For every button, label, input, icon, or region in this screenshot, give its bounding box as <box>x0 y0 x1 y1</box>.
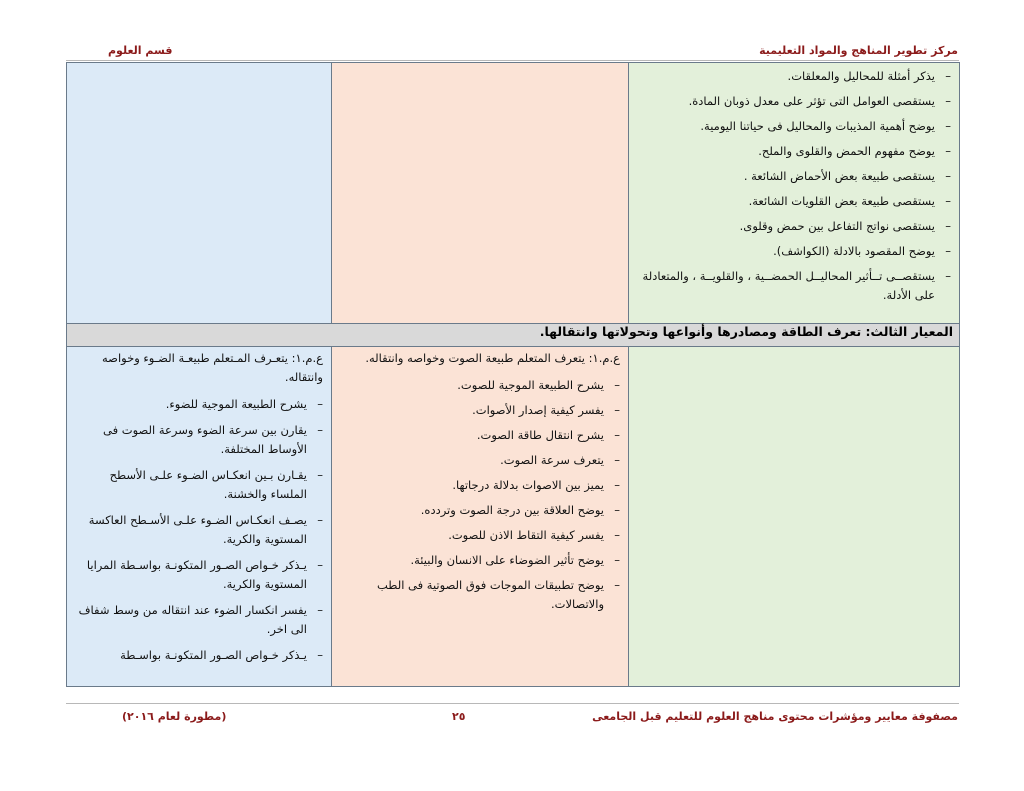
cell-right-empty <box>629 347 960 687</box>
indicator-list-chemistry <box>629 63 959 305</box>
list-item: – يصـف انعكـاس الضـوء علـى الأسـطح العاكسة المستوية والكرية. <box>88 513 323 546</box>
matrix-row-3 <box>67 347 960 687</box>
list-item: – يوضح المقصود بالادلة (الكواشف). <box>773 244 951 258</box>
list-item: – يوضح تطبيقات الموجات فوق الصوتية فى الطب والاتصالات. <box>376 578 620 611</box>
header-department: قسم العلوم <box>108 44 173 57</box>
list-item: – يوضح تأثير الضوضاء على الانسان والبيئة. <box>410 553 620 567</box>
footer-rule <box>66 703 959 704</box>
list-item: – يشرح الطبيعة الموجية للصوت. <box>457 378 620 392</box>
header-rule <box>66 60 959 61</box>
cell-left-light <box>67 347 332 687</box>
indicator-light: ع.م.١: يتعـرف المـتعلم طبيعـة الضـوء وخواصه وانتقاله. <box>102 351 323 384</box>
header-center-title: مركز تطوير المناهج والمواد التعليمية <box>759 44 958 57</box>
list-item: – يشرح الطبيعة الموجية للضوء. <box>165 397 323 411</box>
indicator-sound: ع.م.١: يتعرف المتعلم طبيعة الصوت وخواصه وانتقاله. <box>365 351 620 365</box>
list-item: – يوضح العلاقة بين درجة الصوت وتردده. <box>420 503 620 517</box>
list-item: – يقـارن بـين انعكـاس الضـوء علـى الأسطح الملساء والخشنة. <box>109 468 323 501</box>
footer-document-title: مصفوفة معايير ومؤشرات محتوى مناهج العلوم للتعليم قبل الجامعى <box>592 710 958 723</box>
cell-middle-sound <box>332 347 629 687</box>
list-item: – يوضح أهمية المذيبات والمحاليل فى حياتنا اليومية. <box>700 119 951 133</box>
cell-left-row1 <box>67 63 332 324</box>
page-number: ٢٥ <box>452 710 466 723</box>
standard-3-heading: المعيار الثالث: تعرف الطاقة ومصادرها وأنواعها وتحولاتها وانتقالها. <box>67 324 960 347</box>
cell-middle-row1 <box>332 63 629 324</box>
list-item: – يذكر أمثلة للمحاليل والمعلقات. <box>787 69 951 83</box>
list-item: – يستقصــى تــأثير المحاليــل الحمضــية ، والقلويــة ، والمتعادلة على الأدلة. <box>642 269 951 302</box>
list-item: – يفسر انكسار الضوء عند انتقاله من وسط شفاف الى اخر. <box>78 603 323 636</box>
list-item: – يتعرف سرعة الصوت. <box>500 453 620 467</box>
list-item: – يستقصى طبيعة بعض القلويات الشائعة. <box>748 194 951 208</box>
list-item: – يوضح مفهوم الحمض والقلوى والملح. <box>758 144 951 158</box>
matrix-row-1 <box>67 63 960 324</box>
list-item: – يستقصى العوامل التى تؤثر على معدل ذوبان المادة. <box>688 94 951 108</box>
indicator-list-light <box>67 391 331 665</box>
list-item: – يستقصى نواتج التفاعل بين حمض وقلوى. <box>739 219 951 233</box>
indicator-list-sound <box>332 372 628 614</box>
list-item: – يـذكر خـواص الصـور المتكونـة بواسـطة <box>120 648 323 662</box>
standards-matrix <box>66 62 960 687</box>
list-item: – يشرح انتقال طاقة الصوت. <box>476 428 620 442</box>
list-item: – يـذكر خـواص الصـور المتكونـة بواسـطة المرايا المستوية والكرية. <box>86 558 323 591</box>
list-item: – يقارن بين سرعة الضوء وسرعة الصوت فى الأوساط المختلفة. <box>103 423 323 456</box>
footer-edition: (مطورة لعام ٢٠١٦) <box>122 710 227 723</box>
standard-row <box>67 324 960 347</box>
list-item: – يفسر كيفية إصدار الأصوات. <box>472 403 620 417</box>
list-item: – يميز بين الاصوات بدلالة درجاتها. <box>452 478 620 492</box>
list-item: – يستقصى طبيعة بعض الأحماض الشائعة . <box>743 169 951 183</box>
cell-right-row1 <box>629 63 960 324</box>
list-item: – يفسر كيفية التقاط الاذن للصوت. <box>448 528 620 542</box>
